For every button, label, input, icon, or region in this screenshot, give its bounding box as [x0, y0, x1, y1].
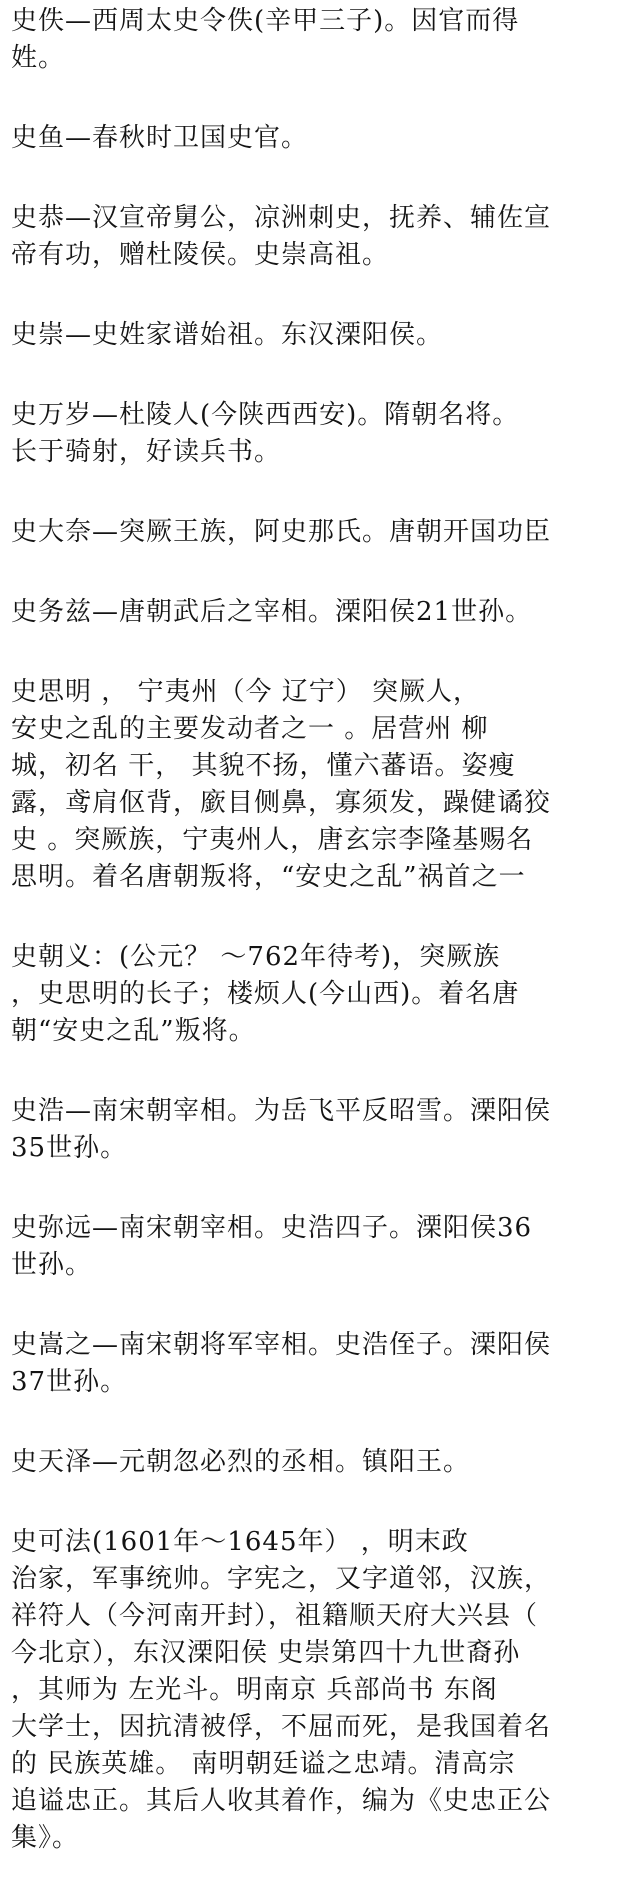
entry-shi-yu: [11, 120, 636, 157]
entry-shi-danai: [11, 514, 636, 551]
entry-shi-miyuan: [11, 1210, 636, 1284]
text-line: 史万岁—杜陵人(今陕西西安)。隋朝名将。: [11, 400, 520, 430]
text-line: ，其师为 左光斗。明南京 兵部尚书 东阁: [11, 1675, 498, 1705]
text-line: 35世孙。: [11, 1133, 128, 1163]
text-line: 大学士，因抗清被俘，不屈而死，是我国着名: [11, 1712, 552, 1742]
text-line: 史嵩之—南宋朝将军宰相。史浩侄子。溧阳侯: [11, 1330, 552, 1360]
text-line: 史崇—史姓家谱始祖。东汉溧阳侯。: [11, 320, 444, 350]
text-line: 安史之乱的主要发动者之一 。居营州 柳: [11, 714, 489, 744]
text-line: 世孙。: [11, 1250, 93, 1280]
text-line: 史浩—南宋朝宰相。为岳飞平反昭雪。溧阳侯: [11, 1096, 552, 1126]
entry-shi-wuzi: [11, 594, 636, 631]
entry-shi-siming: [11, 674, 636, 896]
text-line: 思明。着名唐朝叛将，“安史之乱”祸首之一: [11, 862, 526, 892]
text-line: 史思明 ， 宁夷州（今 辽宁） 突厥人，: [11, 677, 481, 707]
text-line: 今北京），东汉溧阳侯 史崇第四十九世裔孙: [11, 1638, 521, 1668]
entry-shi-wansui: [11, 397, 636, 471]
text-line: 史可法(1601年～1645年） ，明末政: [11, 1527, 469, 1557]
text-line: 史弥远—南宋朝宰相。史浩四子。溧阳侯36: [11, 1213, 533, 1243]
text-line: 姓。: [11, 43, 66, 73]
entry-shi-hao: [11, 1093, 636, 1167]
text-line: 史 。突厥族，宁夷州人，唐玄宗李隆基赐名: [11, 825, 534, 855]
entry-shi-songzhi: [11, 1327, 636, 1401]
entry-shi-kefa: [11, 1524, 636, 1857]
text-line: 37世孙。: [11, 1367, 128, 1397]
entry-shi-chong: [11, 317, 636, 354]
text-line: 史大奈—突厥王族，阿史那氏。唐朝开国功臣: [11, 517, 552, 547]
text-line: 城，初名 干， 其貌不扬，懂六蕃语。姿瘦: [11, 751, 516, 781]
text-line: 长于骑射，好读兵书。: [11, 437, 282, 467]
text-line: 集》。: [11, 1823, 80, 1853]
text-line: 帝有功，赠杜陵侯。史崇高祖。: [11, 240, 390, 270]
text-line: 露，鸢肩伛背，廞目侧鼻，寡须发，躁健谲狡: [11, 788, 552, 818]
text-line: ，史思明的长子；楼烦人(今山西)。着名唐: [11, 979, 520, 1009]
text-line: 追谥忠正。其后人收其着作，编为《史忠正公: [11, 1786, 552, 1816]
text-line: 治家，军事统帅。字宪之，又字道邻，汉族，: [11, 1564, 552, 1594]
entry-shi-yi: [11, 3, 636, 77]
text-line: 史恭—汉宣帝舅公，凉洲刺史，抚养、辅佐宣: [11, 203, 552, 233]
entry-shi-chaoyi: [11, 939, 636, 1050]
text-line: 的 民族英雄。 南明朝廷谥之忠靖。清高宗: [11, 1749, 516, 1779]
text-line: 史天泽—元朝忽必烈的丞相。镇阳王。: [11, 1447, 471, 1477]
text-line: 史鱼—春秋时卫国史官。: [11, 123, 309, 153]
text-line: 祥符人（今河南开封），祖籍顺天府大兴县（: [11, 1601, 539, 1631]
entry-shi-tianze: [11, 1444, 636, 1481]
text-line: 史佚—西周太史令佚(辛甲三子)。因官而得: [11, 6, 520, 36]
text-line: 史务兹—唐朝武后之宰相。溧阳侯21世孙。: [11, 597, 533, 627]
text-line: 史朝义：(公元？ ～762年待考)，突厥族: [11, 942, 501, 972]
text-line: 朝“安史之乱”叛将。: [11, 1016, 256, 1046]
entry-shi-gong: [11, 200, 636, 274]
